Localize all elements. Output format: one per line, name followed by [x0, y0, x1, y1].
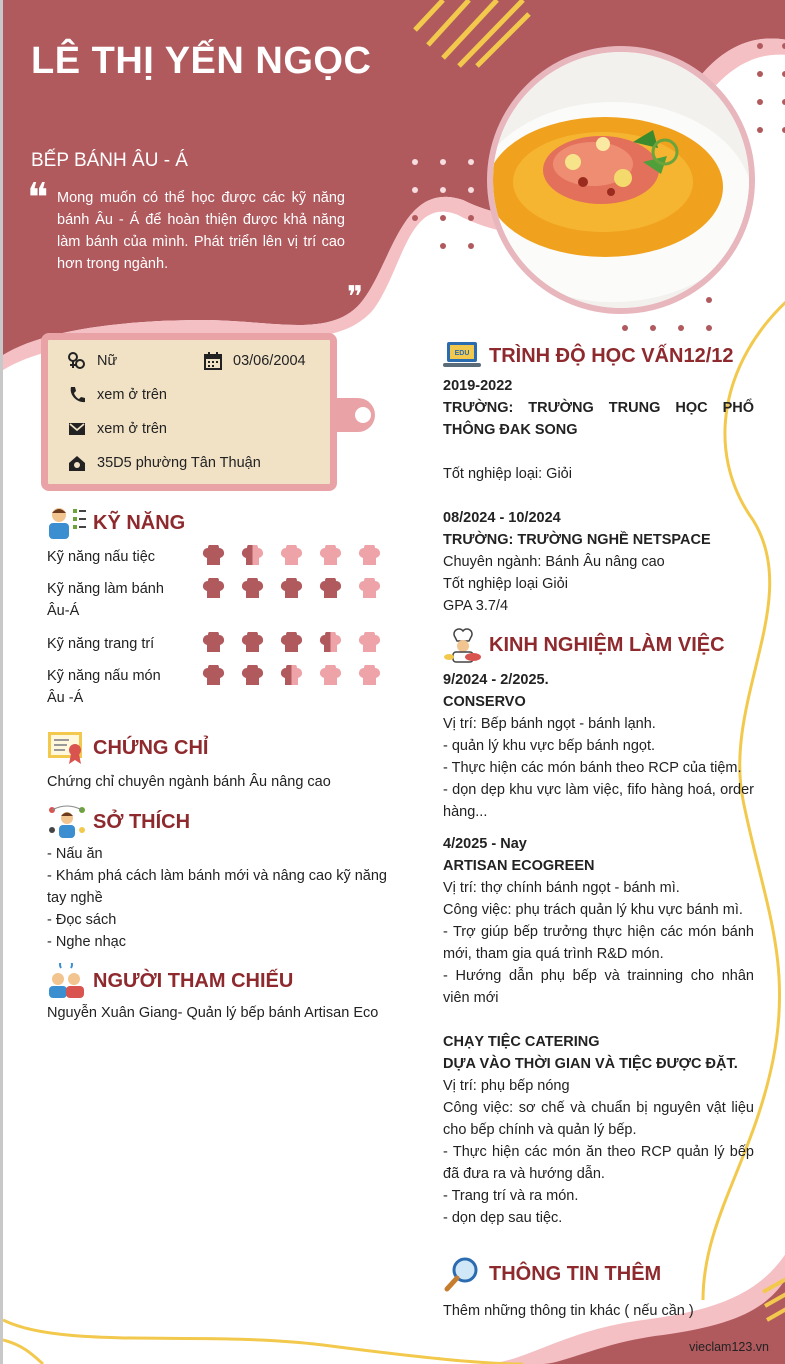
experience-line: - quản lý khu vực bếp bánh ngọt. [443, 738, 656, 754]
chef-hat-rating-icon [357, 632, 382, 654]
profile-photo [487, 46, 755, 314]
education-line: GPA 3.7/4 [443, 598, 509, 614]
chef-hat-rating-icon [279, 632, 304, 654]
skill-label-4: Kỹ năng nấu món Âu -Á [47, 668, 161, 706]
hobbies-title: SỞ THÍCH [93, 810, 191, 833]
food-photo-icon [493, 52, 749, 308]
experience-company: CONSERVO [443, 694, 526, 710]
references-heading [47, 963, 293, 999]
home-location-icon [67, 453, 87, 473]
chef-icon [443, 627, 483, 663]
career-objective: Mong muốn có thể học được các kỹ năng bánh Âu - Á để hoàn thiện được khả năng làm bánh của mình. Phát triển lên vị trí cao hơn trong ngành. [57, 190, 345, 272]
education-period: 08/2024 - 10/2024 [443, 510, 561, 526]
magnifier-icon [443, 1256, 483, 1292]
chef-hat-rating-icon [357, 578, 382, 600]
experience-line: - Thực hiện các món bánh theo RCP của tiệm. [443, 760, 742, 776]
address-value: 35D5 phường Tân Thuận [97, 455, 261, 471]
education-line: Chuyên ngành: Bánh Âu nâng cao [443, 554, 665, 570]
experience-line: Công việc: phụ trách quản lý khu vực bánh mì. [443, 902, 743, 918]
phone-value: xem ở trên [97, 387, 167, 403]
skill-rating-1 [201, 545, 382, 567]
skills-heading [47, 505, 185, 541]
education-line: Tốt nghiệp loại: Giỏi [443, 466, 572, 482]
experience-line: Vị trí: phụ bếp nóng [443, 1078, 570, 1094]
education-list [443, 375, 754, 617]
phone-row [67, 385, 167, 405]
skills-title: KỸ NĂNG [93, 511, 186, 534]
skill-label-1: Kỹ năng nấu tiệc [47, 549, 156, 565]
chef-hat-rating-icon [201, 665, 226, 687]
skill-rating-3 [201, 632, 382, 654]
certificates-heading [47, 730, 208, 766]
skill-label-2: Kỹ năng làm bánh Âu-Á [47, 581, 164, 619]
chef-hat-rating-icon [318, 578, 343, 600]
skill-rating-4 [201, 665, 382, 687]
chef-hat-rating-icon [318, 665, 343, 687]
experience-line: - dọn dẹp sau tiệc. [443, 1210, 563, 1226]
hobby-item: - Khám phá cách làm bánh mới và nâng cao kỹ năng tay nghề [47, 868, 387, 906]
experience-line: - dọn dẹp khu vực làm việc, fifo hàng hoá, order hàng... [443, 782, 754, 820]
experience-line: - Hướng dẫn phụ bếp và trainning cho nhân viên mới [443, 968, 754, 1006]
extra-info-text: Thêm những thông tin khác ( nếu cần ) [443, 1303, 694, 1319]
birthdate-row [203, 351, 306, 371]
address-row [67, 453, 261, 473]
chef-hat-rating-icon [240, 578, 265, 600]
quote-open-icon: ❝ [27, 175, 49, 221]
chef-hat-rating-icon [318, 545, 343, 567]
calendar-icon [203, 351, 223, 371]
gender-row [67, 351, 117, 371]
gender-icon [67, 351, 87, 371]
footer-site: vieclam123.vn [689, 1340, 769, 1354]
experience-list [443, 669, 754, 1229]
experience-period: 4/2025 - Nay [443, 836, 527, 852]
quote-close-icon: ❞ [347, 280, 364, 315]
email-row [67, 419, 167, 439]
chef-hat-rating-icon [201, 578, 226, 600]
certificates-title: CHỨNG CHỈ [93, 736, 209, 759]
email-value: xem ở trên [97, 421, 167, 437]
chef-hat-rating-icon [201, 545, 226, 567]
experience-title: KINH NGHIỆM LÀM VIỆC [489, 633, 725, 656]
hobby-item: - Nghe nhạc [47, 934, 126, 950]
experience-line: Công việc: sơ chế và chuẩn bị nguyên vật liệu cho bếp chính và quản lý bếp. [443, 1100, 754, 1138]
gender-value: Nữ [97, 353, 118, 369]
certificate-icon [47, 730, 87, 766]
experience-line: Vị trí: thợ chính bánh ngọt - bánh mì. [443, 880, 680, 896]
experience-company: DỰA VÀO THỜI GIAN VÀ TIỆC ĐƯỢC ĐẶT. [443, 1056, 738, 1072]
candidate-name: LÊ THỊ YẾN NGỌC [31, 40, 372, 82]
hobbies-heading [47, 804, 190, 840]
chef-hat-rating-icon [240, 632, 265, 654]
chef-hat-rating-icon [357, 545, 382, 567]
chef-hat-rating-icon [318, 632, 343, 654]
hobbies-list [47, 843, 387, 953]
experience-period: CHẠY TIỆC CATERING [443, 1034, 600, 1050]
chef-hat-rating-icon [279, 578, 304, 600]
phone-icon [67, 385, 87, 405]
extra-info-heading [443, 1256, 661, 1292]
chef-hat-rating-icon [357, 665, 382, 687]
education-school: TRƯỜNG: TRƯỜNG TRUNG HỌC PHỔ THÔNG ĐAK SONG [443, 400, 754, 438]
education-line: Tốt nghiệp loại Giỏi [443, 576, 568, 592]
experience-period: 9/2024 - 2/2025. [443, 672, 549, 688]
svg-text:EDU: EDU [454, 350, 470, 357]
certificate-text: Chứng chỉ chuyên ngành bánh Âu nâng cao [47, 774, 331, 790]
job-title: BẾP BÁNH ÂU - Á [31, 150, 188, 171]
birthdate-value: 03/06/2004 [233, 353, 306, 369]
experience-company: ARTISAN ECOGREEN [443, 858, 595, 874]
references-text: Nguyễn Xuân Giang- Quản lý bếp bánh Artisan Eco [47, 1005, 379, 1021]
chef-hat-rating-icon [240, 665, 265, 687]
chef-hat-rating-icon [279, 665, 304, 687]
experience-line: - Trang trí và ra món. [443, 1188, 579, 1204]
skill-label-3: Kỹ năng trang trí [47, 636, 155, 652]
hobby-item: - Nấu ăn [47, 846, 103, 862]
skill-rating-2 [201, 578, 382, 600]
education-line [443, 441, 754, 463]
experience-line: Vị trí: Bếp bánh ngọt - bánh lạnh. [443, 716, 656, 732]
references-title: NGƯỜI THAM CHIẾU [93, 969, 294, 992]
laptop-edu-icon [443, 338, 483, 374]
chef-hat-rating-icon [201, 632, 226, 654]
education-school: TRƯỜNG: TRƯỜNG NGHỀ NETSPACE [443, 532, 711, 548]
hobbies-icon [47, 804, 87, 840]
experience-heading [443, 627, 725, 663]
education-title: TRÌNH ĐỘ HỌC VẤN12/12 [489, 344, 734, 367]
education-heading [443, 338, 734, 374]
chef-hat-rating-icon [240, 545, 265, 567]
email-icon [67, 419, 87, 439]
references-icon [47, 963, 87, 999]
skills-icon [47, 505, 87, 541]
education-period: 2019-2022 [443, 378, 513, 394]
chef-hat-rating-icon [279, 545, 304, 567]
hobby-item: - Đọc sách [47, 912, 117, 928]
experience-line: - Thực hiện các món ăn theo RCP quản lý bếp đã đưa ra và hướng dẫn. [443, 1144, 754, 1182]
experience-line: - Trợ giúp bếp trưởng thực hiện các món bánh mới, tham gia quá trình R&D món. [443, 924, 754, 962]
extra-info-title: THÔNG TIN THÊM [489, 1262, 662, 1285]
